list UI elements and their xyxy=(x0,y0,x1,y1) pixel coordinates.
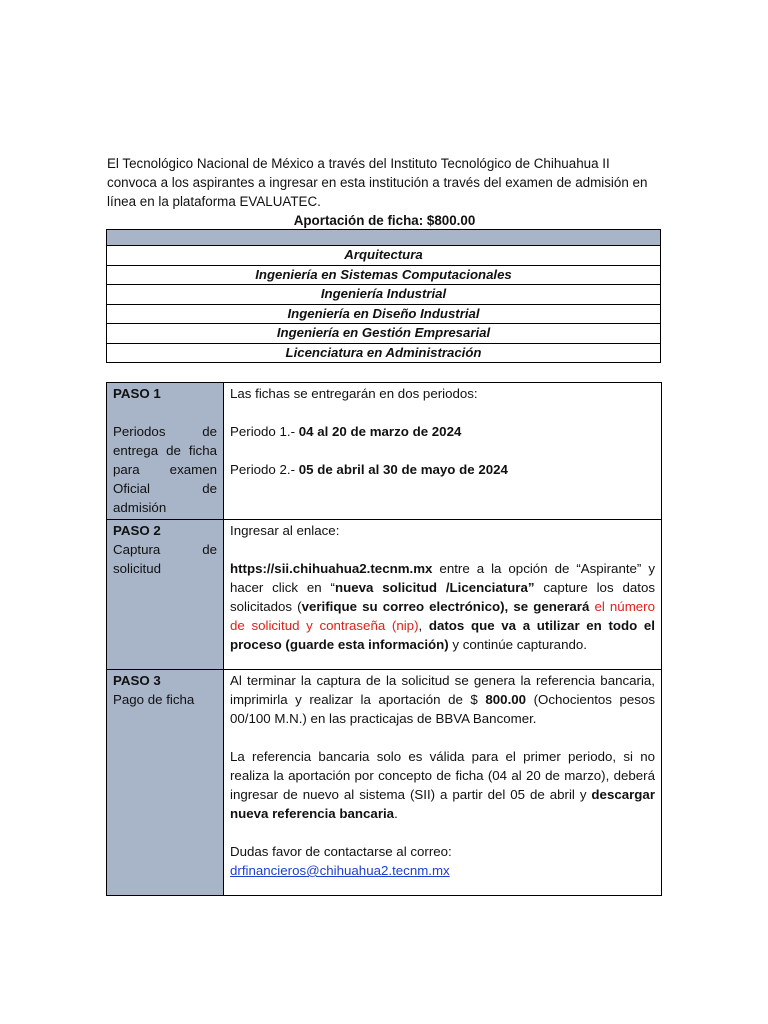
step-2-bold: datos que va a utilizar en todo el proceso (guarde esta información) xyxy=(230,618,655,652)
career-cell: Ingeniería Industrial xyxy=(107,285,661,305)
step-2-intro: Ingresar al enlace: xyxy=(230,523,340,538)
contact-email-link[interactable] xyxy=(230,861,655,880)
step-row-3 xyxy=(107,670,662,896)
step-3-text: (Ochocientos pesos 00/100 M.N.) en las practicajas de BBVA Bancomer. xyxy=(230,692,655,726)
period-2-dates: 05 de abril al 30 de mayo de 2024 xyxy=(295,462,508,477)
career-row xyxy=(107,285,661,305)
step-3-text: . xyxy=(394,806,398,821)
career-row xyxy=(107,265,661,285)
step-2-text: y continúe capturando. xyxy=(448,637,587,652)
career-row xyxy=(107,246,661,266)
contact-email[interactable]: drfinancieros@chihuahua2.tecnm.mx xyxy=(230,863,450,878)
career-cell: Licenciatura en Administración xyxy=(107,343,661,363)
careers-table xyxy=(106,229,661,363)
step-2-text: entre a la opción de “Aspirante” y hacer click en “ xyxy=(230,561,655,595)
career-cell: Ingeniería en Sistemas Computacionales xyxy=(107,265,661,285)
step-2-label-cell xyxy=(107,520,224,670)
contact-line: Dudas favor de contactarse al correo: xyxy=(230,844,452,859)
career-cell: Arquitectura xyxy=(107,246,661,266)
step-1-intro: Las fichas se entregarán en dos periodos: xyxy=(230,386,478,401)
step-3-amount: 800.00 xyxy=(485,692,527,707)
careers-header-row xyxy=(107,230,661,246)
step-2-title: PASO 2 xyxy=(113,523,161,538)
intro-paragraph: El Tecnológico Nacional de México a través del Instituto Tecnológico de Chihuahua II convoca a los aspirantes a ingresar en esta institución a través del examen de admisión en línea en la plataforma EVALUATEC. xyxy=(107,156,648,209)
sii-url[interactable]: https://sii.chihuahua2.tecnm.mx xyxy=(230,561,433,576)
period-2 xyxy=(230,460,655,479)
step-2-bold: nueva solicitud /Licenciatura” xyxy=(334,580,535,595)
step-3-label: Pago de ficha xyxy=(113,692,195,707)
fee-heading: Aportación de ficha: $800.00 xyxy=(293,213,476,228)
step-2-text: , xyxy=(418,618,429,633)
step-1-content-cell xyxy=(224,383,662,520)
career-row xyxy=(107,343,661,363)
step-2-label: Captura de solicitud xyxy=(113,542,217,576)
period-2-prefix: Periodo 2.- xyxy=(230,462,296,477)
step-3-paragraph-1 xyxy=(230,671,655,728)
step-3-title: PASO 3 xyxy=(113,673,161,688)
steps-table xyxy=(106,382,662,896)
step-row-2 xyxy=(107,520,662,670)
career-row xyxy=(107,324,661,344)
step-2-bold: se generará xyxy=(513,599,590,614)
step-2-text: capture los datos solicitados ( xyxy=(230,580,655,614)
career-row xyxy=(107,304,661,324)
step-3-bold: descargar nueva referencia bancaria xyxy=(230,787,655,821)
step-3-text: Al terminar la captura de la solicitud se genera la referencia bancaria, imprimirla y realizar la aportación de $ xyxy=(230,673,655,707)
step-2-content-cell xyxy=(224,520,662,670)
step-1-label-cell xyxy=(107,383,224,520)
step-2-highlight: el número de solicitud y contraseña (nip) xyxy=(230,599,655,633)
step-3-text: La referencia bancaria solo es válida para el primer periodo, si no realiza la aportación por concepto de ficha (04 al 20 de marzo), deberá ingresar de nuevo al sistema (SII) a partir del 05 de abril y xyxy=(230,749,655,802)
step-1-title: PASO 1 xyxy=(113,386,161,401)
career-cell: Ingeniería en Gestión Empresarial xyxy=(107,324,661,344)
step-row-1 xyxy=(107,383,662,520)
step-3-label-cell xyxy=(107,670,224,896)
step-2-bold: verifique su correo electrónico), xyxy=(301,599,509,614)
step-2-instructions xyxy=(230,559,655,654)
period-1-prefix: Periodo 1.- xyxy=(230,424,299,439)
careers-header-cell xyxy=(107,230,661,246)
step-3-paragraph-2 xyxy=(230,747,655,823)
period-1 xyxy=(230,422,655,441)
career-cell: Ingeniería en Diseño Industrial xyxy=(107,304,661,324)
period-1-dates: 04 al 20 de marzo de 2024 xyxy=(298,424,462,439)
step-3-content-cell xyxy=(224,670,662,896)
step-1-label: Periodos de entrega de ficha para examen Oficial de admisión xyxy=(113,424,217,515)
